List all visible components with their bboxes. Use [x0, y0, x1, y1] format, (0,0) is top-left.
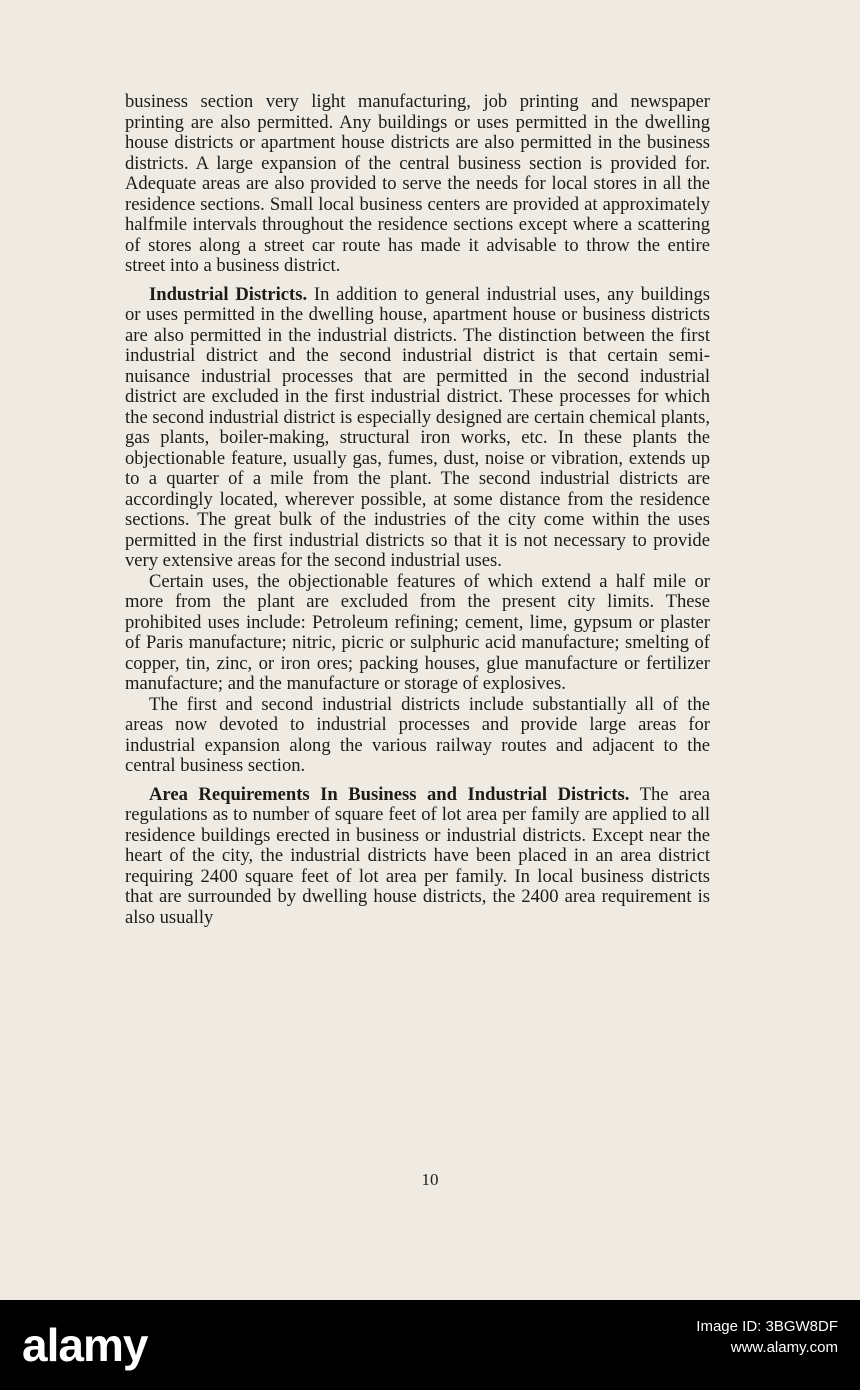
heading-industrial-districts: Industrial Districts.	[149, 283, 308, 305]
image-id: Image ID: 3BGW8DF	[696, 1318, 838, 1335]
paragraph-industrial-areas: The first and second industrial districts include substantially all of the areas now devoted to industrial processes and provide large areas for industrial expansion along the various railway routes and adjacent to the central business section.	[125, 693, 710, 776]
heading-area-requirements: Area Requirements In Business and Industrial Districts.	[149, 783, 630, 805]
document-body	[125, 92, 710, 928]
paragraph-industrial-text: In addition to general industrial uses, any buildings or uses permitted in the dwelling house, apartment house or business districts are also permitted in the industrial districts. The distinction between the first industrial district and the second industrial district is that certain semi-nuisance industrial processes that are permitted in the second industrial district are excluded in the first industrial district. These processes for which the second industrial district is especially designed are certain chemical plants, gas plants, boiler-making, structural iron works, etc. In these plants the objectionable feature, usually gas, fumes, dust, noise or vibration, extends up to a quarter of a mile from the plant. The second industrial districts are accordingly located, wherever possible, at some distance from the residence sections. The great bulk of the industries of the city come within the uses permitted in the first industrial districts so that it is not necessary to provide very extensive areas for the second industrial uses.	[125, 283, 710, 571]
site-url: www.alamy.com	[730, 1339, 838, 1356]
paragraph-business-section: business section very light manufacturing, job printing and newspaper printing are also permitted. Any buildings or uses permitted in the dwelling house districts or apartment house districts are also permitted in the business districts. A large expansion of the central business section is provided for. Adequate areas are also provided to serve the needs for local stores in all the residence sections. Small local business centers are provided at approximately halfmile intervals throughout the residence sections except where a scattering of stores along a street car route has made it advisable to throw the entire street into a business district.	[125, 91, 710, 276]
page-number: 10	[421, 1170, 439, 1189]
watermark-info	[696, 1316, 838, 1358]
paragraph-area-text: The area regulations as to number of square feet of lot area per family are applied to all residence buildings erected in business or industrial districts. Except near the heart of the city, the industrial districts have been placed in an area district requiring 2400 square feet of lot area per family. In local business districts that are surrounded by dwelling house districts, the 2400 area requirement is also usually	[125, 783, 710, 928]
alamy-logo: alamy	[22, 1319, 148, 1371]
paragraph-prohibited-uses: Certain uses, the objectionable features of which extend a half mile or more from the plant are excluded from the present city limits. These prohibited uses include: Petroleum refining; cement, lime, gypsum or plaster of Paris manufacture; nitric, picric or sulphuric acid manufacture; smelting of copper, tin, zinc, or iron ores; packing houses, glue manufacture or fertilizer manufacture; and the manufacture or storage of explosives.	[125, 570, 710, 694]
paragraph-area-requirements	[125, 785, 710, 929]
paragraph-industrial-districts	[125, 285, 710, 572]
